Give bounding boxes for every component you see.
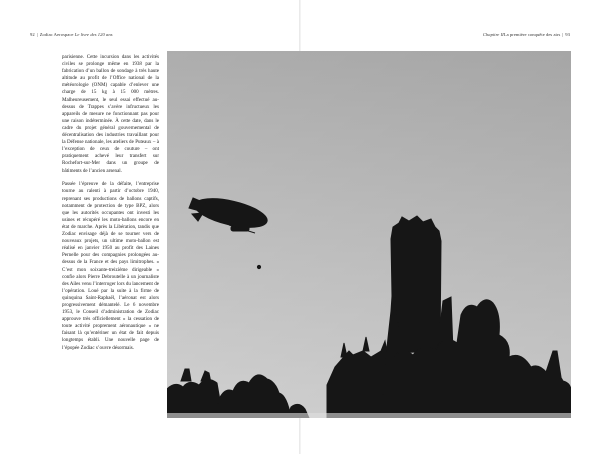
right-running-header xyxy=(483,32,570,37)
header-separator-right: | xyxy=(562,32,564,37)
left-page-number: 92 xyxy=(30,32,35,37)
body-text-column xyxy=(62,54,159,358)
left-book-subtitle: Le livre des 120 ans xyxy=(74,32,113,37)
left-book-title: Zodiac Aerospace xyxy=(39,32,74,37)
left-running-header xyxy=(30,32,113,37)
header-separator: | xyxy=(36,32,38,37)
photo-illustration xyxy=(167,51,571,418)
right-chapter: Chapitre II xyxy=(482,32,504,37)
archival-photograph xyxy=(167,51,571,418)
crowd-edge xyxy=(167,413,571,418)
right-page-number: 93 xyxy=(565,32,570,37)
paragraph-1: parisienne. Cette incursion dans les activités civiles se prolonge même en 1938 par la fabrication d’un ballon de sondage à très haute altitude au profit de l’Office national de la météorologie (ONM) capable d’enlever une charge de 15 kg à 15 000 mètres. Malheureusement, le seul essai effectué au-dessus de Trappes s’avère infructueux les appareils de mesure ne fonctionnant pas pour une raison indéterminée. À cette date, dans le cadre du projet général gouvernemental de décentralisation des industries travaillant pour la Défense nationale, les ateliers de Puteaux – à l’exception de ceux de couture – ont pratiquement achevé leur transfert sur Rochefort-sur-Mer dans un groupe de bâtiments de l’ancien arsenal. xyxy=(62,54,159,174)
distant-bird xyxy=(257,265,260,268)
right-chapter-title: La première conquête des airs xyxy=(503,32,561,37)
paragraph-2: Passée l’épreuve de la défaite, l’entreprise tourne au ralenti à partir d’octobre 1940, reprenant ses productions de ballons captifs, notamment de protection de type BPZ, alors que les autorités occupantes ont investi les usines et récupéré les moto-ballons encore en état de marche. Après la Libération, tandis que Zodiac envisage déjà de se tourner vers de nouveaux projets, un ultime moto-ballon est réalisé en janvier 1950 au profit des Laines Pernelle pour des compagnies prolongées au-dessus de la France et des pays limitrophes. « C’est mon soixante-treizième dirigeable » confie alors Pierre Debroutelle à un journaliste des Ailes venu l’interroger lors du lancement de l’opération. Loué par la suite à la firme de quinquina Saint-Raphaël, l’aéronat est alors progressivement démantelé. Le 6 novembre 1953, le Conseil d’administration de Zodiac approuve très officiellement « la cessation de toute activité proprement aéronautique » ne faisant là qu’entériner un état de fait depuis longtemps établi. Une nouvelle page de l’épopée Zodiac s’ouvre désormais. xyxy=(62,181,159,351)
